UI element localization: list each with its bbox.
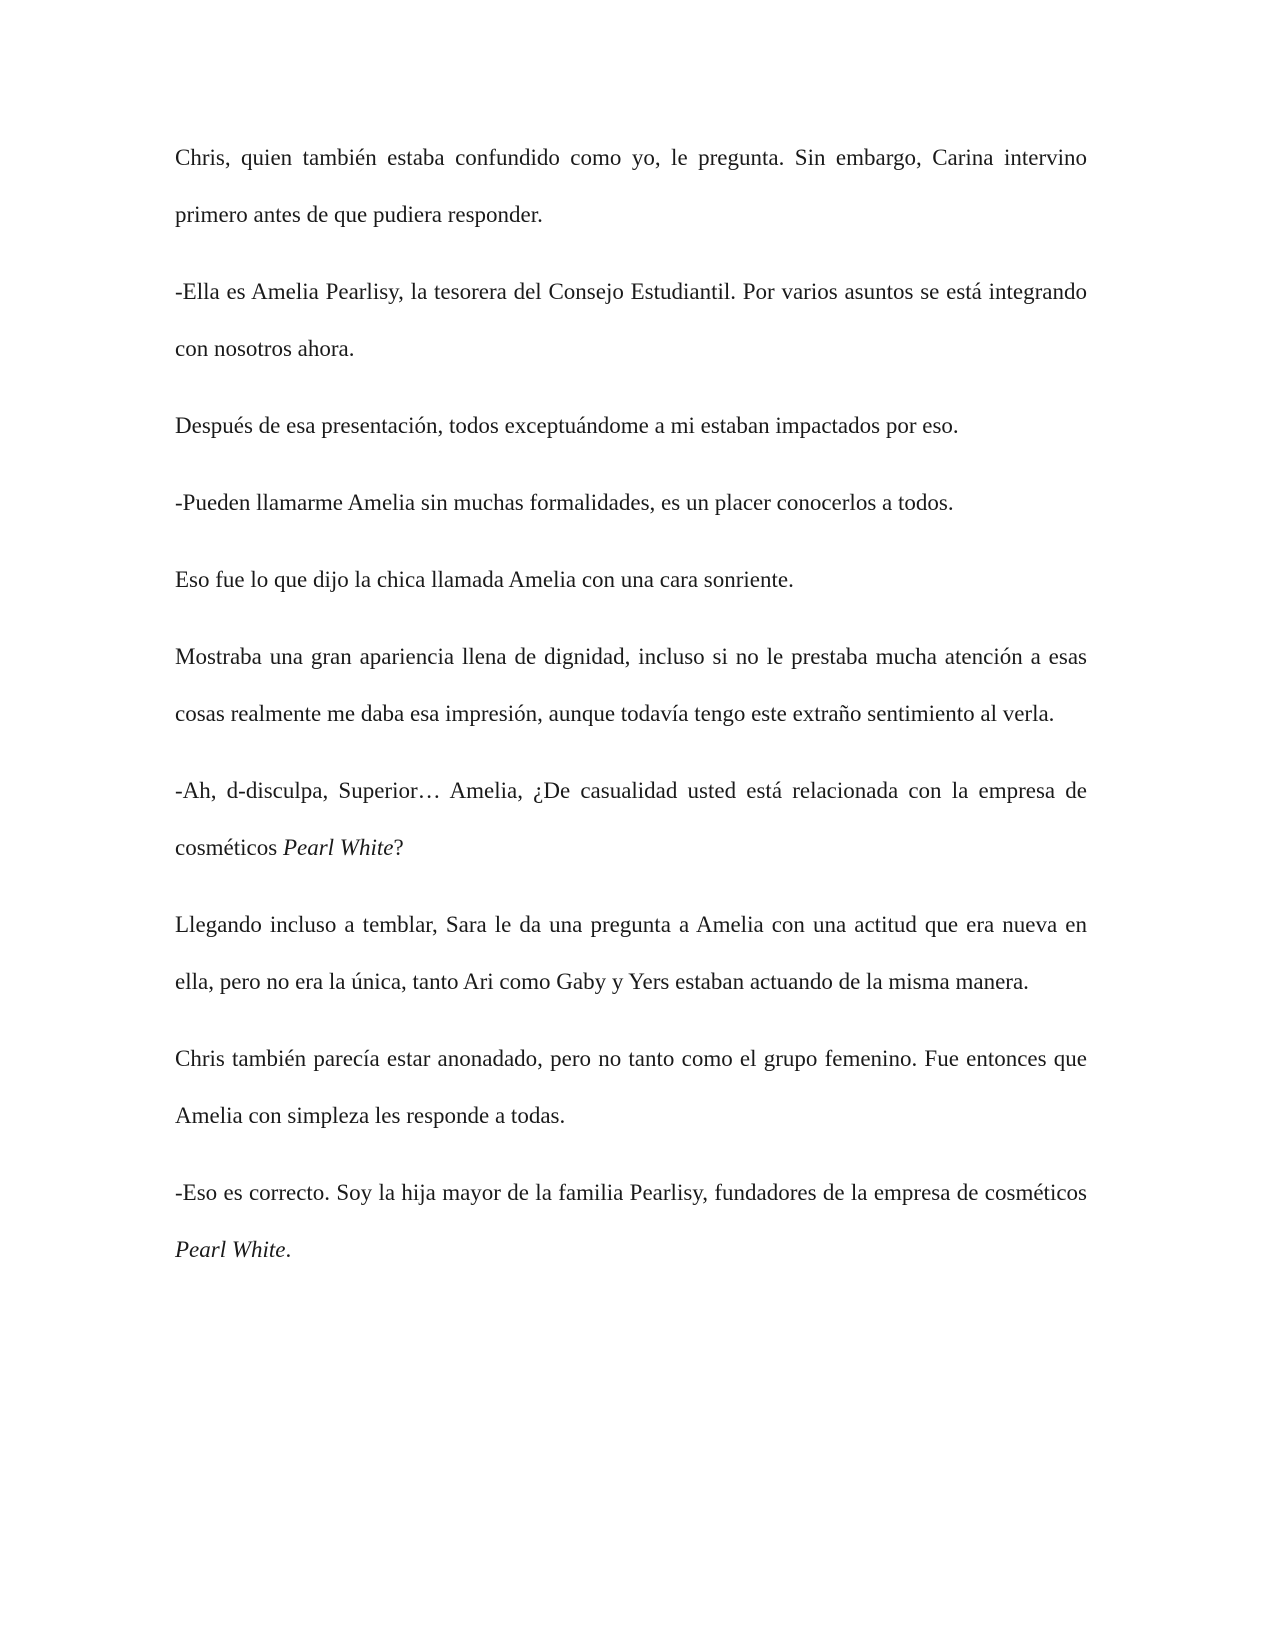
paragraph-p6 [175,628,1087,742]
paragraph-p1 [175,129,1087,243]
paragraph-p2 [175,263,1087,377]
paragraph-text: -Eso es correcto. Soy la hija mayor de la familia Pearlisy, fundadores de la empresa de cosméticos [175,1180,1087,1205]
paragraph-text: Llegando incluso a temblar, Sara le da una pregunta a Amelia con una actitud que era nueva en ella, pero no era la única, tanto Ari como Gaby y Yers estaban actuando de la misma manera. [175,912,1087,994]
paragraph-p3 [175,397,1087,454]
paragraph-p7 [175,762,1087,876]
paragraph-text: Mostraba una gran apariencia llena de dignidad, incluso si no le prestaba mucha atención a esas cosas realmente me daba esa impresión, aunque todavía tengo este extraño sentimiento al verla. [175,644,1087,726]
paragraph-text: ? [393,835,404,860]
paragraph-text: -Ella es Amelia Pearlisy, la tesorera del Consejo Estudiantil. Por varios asuntos se está integrando con nosotros ahora. [175,279,1087,361]
paragraph-text: Chris también parecía estar anonadado, pero no tanto como el grupo femenino. Fue entonces que Amelia con simpleza les responde a todas. [175,1046,1087,1128]
paragraph-text: -Pueden llamarme Amelia sin muchas formalidades, es un placer conocerlos a todos. [175,490,954,515]
brand-name-italic: Pearl White [175,1237,286,1262]
paragraph-p4 [175,474,1087,531]
paragraph-text: Chris, quien también estaba confundido como yo, le pregunta. Sin embargo, Carina intervino primero antes de que pudiera responder. [175,145,1087,227]
paragraph-text: Eso fue lo que dijo la chica llamada Amelia con una cara sonriente. [175,567,794,592]
brand-name-italic: Pearl White [282,835,394,860]
paragraph-text: Después de esa presentación, todos exceptuándome a mi estaban impactados por eso. [175,413,959,438]
paragraph-p5 [175,551,1087,608]
paragraph-p9 [175,1030,1087,1144]
paragraph-p8 [175,896,1087,1010]
paragraph-p10 [175,1164,1087,1278]
paragraph-text: -Ah, d-disculpa, Superior… Amelia, ¿De casualidad usted está relacionada con la empresa de cosméticos [175,778,1087,860]
document-page [175,129,1087,1278]
paragraph-text: . [285,1237,292,1262]
